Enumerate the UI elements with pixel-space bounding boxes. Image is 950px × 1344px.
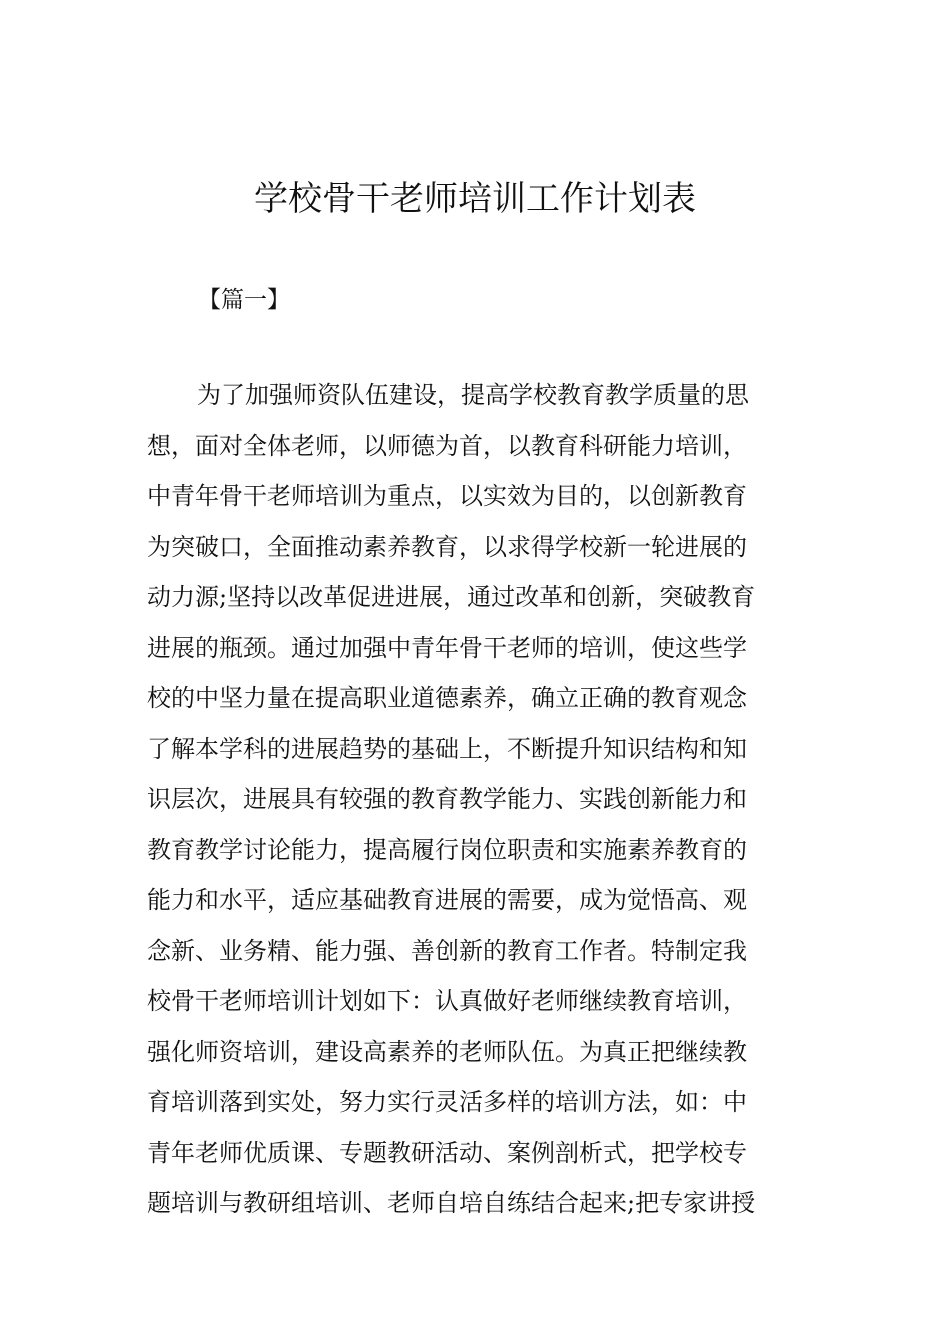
document-title: 学校骨干老师培训工作计划表 xyxy=(254,179,696,219)
body-paragraph xyxy=(147,370,811,1229)
paragraph-line: 青年老师优质课、专题教研活动、案例剖析式，把学校专 xyxy=(147,1138,747,1167)
paragraph-line: 了解本学科的进展趋势的基础上，不断提升知识结构和知 xyxy=(147,734,747,763)
paragraph-line: 识层次，进展具有较强的教育教学能力、实践创新能力和 xyxy=(147,785,747,813)
paragraph-line: 想，面对全体老师，以师德为首，以教育科研能力培训， xyxy=(147,431,747,460)
paragraph-line: 育培训落到实处，努力实行灵活多样的培训方法，如：中 xyxy=(147,1088,747,1116)
paragraph-line: 进展的瓶颈。通过加强中青年骨干老师的培训，使这些学 xyxy=(147,633,747,662)
paragraph-line: 教育教学讨论能力，提高履行岗位职责和实施素养教育的 xyxy=(147,835,747,864)
paragraph-line: 题培训与教研组培训、老师自培自练结合起来;把专家讲授 xyxy=(147,1189,756,1217)
paragraph-line: 中青年骨干老师培训为重点，以实效为目的，以创新教育 xyxy=(147,482,747,510)
paragraph-line: 动力源;坚持以改革促进进展，通过改革和创新，突破教育 xyxy=(147,583,756,611)
paragraph-line: 能力和水平，适应基础教育进展的需要，成为觉悟高、观 xyxy=(147,886,747,914)
section-label: 【篇一】 xyxy=(198,287,290,313)
paragraph-line: 为突破口，全面推动素养教育，以求得学校新一轮进展的 xyxy=(147,532,747,561)
paragraph-line: 校的中坚力量在提高职业道德素养，确立正确的教育观念 xyxy=(147,684,747,712)
paragraph-line: 校骨干老师培训计划如下：认真做好老师继续教育培训， xyxy=(147,987,747,1015)
paragraph-line: 强化师资培训，建设高素养的老师队伍。为真正把继续教 xyxy=(147,1037,747,1066)
paragraph-line: 念新、业务精、能力强、善创新的教育工作者。特制定我 xyxy=(147,936,747,965)
paragraph-line: 为了加强师资队伍建设，提高学校教育教学质量的思 xyxy=(197,381,749,409)
